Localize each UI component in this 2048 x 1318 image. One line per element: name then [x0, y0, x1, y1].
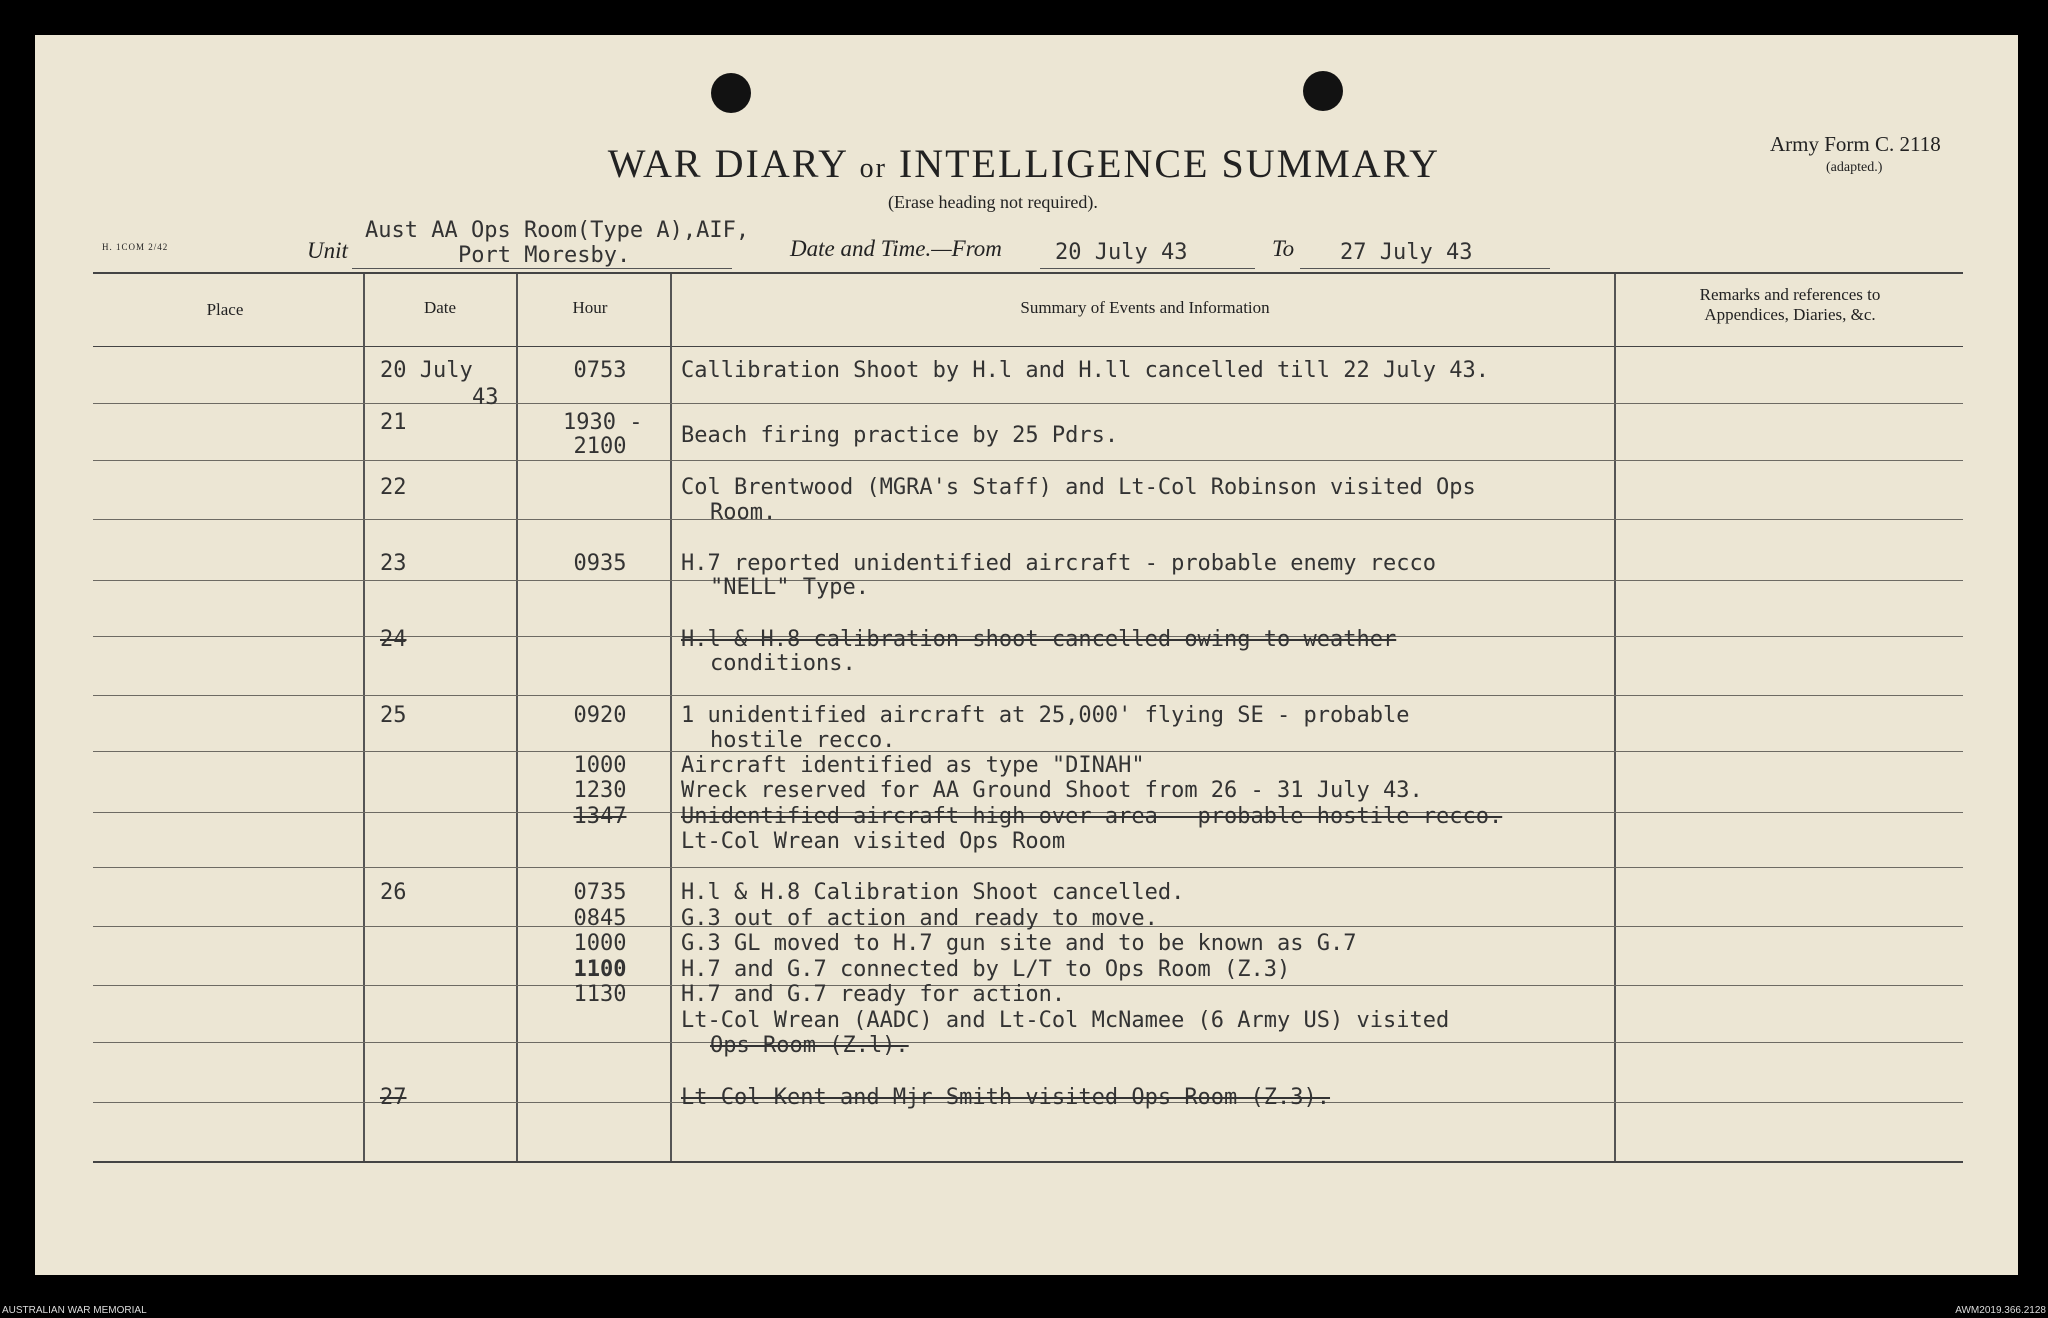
page-title: [0, 140, 1440, 187]
ruled-line: [93, 519, 1963, 520]
ruled-line: [93, 460, 1963, 461]
punch-hole-right: [1303, 71, 1343, 111]
entry-date: 22: [380, 475, 407, 500]
entry-date: 24: [380, 627, 407, 652]
entry-hour: 0935: [573, 551, 627, 576]
to-underline: [1300, 268, 1550, 269]
entry-hour: 0735: [573, 880, 627, 905]
table-bottom-rule: [93, 1161, 1963, 1163]
form-code: H. 1COM 2/42: [102, 242, 169, 252]
entry-summary: H.7 and G.7 ready for action.: [681, 982, 1066, 1007]
entry-date: 21: [380, 410, 407, 435]
entry-summary: Aircraft identified as type "DINAH": [681, 753, 1145, 778]
entry-summary: H.7 reported unidentified aircraft - probable enemy recco: [681, 551, 1436, 576]
entry-hour: 1347: [573, 804, 627, 829]
header-bottom-rule: [93, 346, 1963, 347]
column-divider-date: [363, 274, 365, 1161]
entry-hour: 0753: [573, 358, 627, 383]
entry-summary: Lt-Col Kent and Mjr Smith visited Ops Room (Z.3).: [681, 1085, 1331, 1110]
entry-summary: Beach firing practice by 25 Pdrs.: [681, 423, 1119, 448]
punch-hole-left: [711, 73, 751, 113]
ruled-line: [93, 580, 1963, 581]
entry-date: 25: [380, 703, 407, 728]
column-divider-hour: [516, 274, 518, 1161]
column-header-remarks-line1: Remarks and references to: [1699, 285, 1881, 304]
column-header-remarks-line2: Appendices, Diaries, &c.: [1704, 305, 1876, 324]
army-form-number: Army Form C. 2118: [1770, 132, 1941, 156]
entry-date: 27: [380, 1085, 407, 1110]
unit-line-2: Port Moresby.: [458, 243, 631, 268]
erase-note: (Erase heading not required).: [888, 192, 1098, 212]
entry-summary-cont: conditions.: [710, 651, 856, 676]
date-time-label: Date and Time.—From: [790, 236, 1002, 261]
entry-summary-cont: "NELL" Type.: [710, 575, 869, 600]
entry-hour: 1000: [573, 753, 627, 778]
unit-line-1: Aust AA Ops Room(Type A),AIF,: [365, 218, 750, 243]
entry-hour: 1100: [573, 957, 627, 982]
entry-hour: 0920: [573, 703, 627, 728]
entry-summary-cont: Ops Room (Z.l).: [710, 1033, 909, 1058]
entry-summary: Unidentified aircraft high over area - probable hostile recco.: [681, 804, 1503, 829]
entry-date: 23: [380, 551, 407, 576]
from-date: 20 July 43: [1055, 240, 1188, 265]
entry-hour: 1230: [573, 778, 627, 803]
entry-summary: H.l & H.8 calibration shoot cancelled owing to weather: [681, 627, 1397, 652]
entry-hour: 1000: [573, 931, 627, 956]
footer-accession: AWM2019.366.2128: [1955, 1305, 2046, 1316]
unit-underline: [352, 268, 732, 269]
from-underline: [1040, 268, 1255, 269]
entry-hour: 2100: [573, 434, 627, 459]
entry-summary-cont: hostile recco.: [710, 728, 896, 753]
title-or: or: [859, 153, 887, 184]
ruled-line: [93, 751, 1963, 752]
entry-summary: Callibration Shoot by H.l and H.ll cancelled till 22 July 43.: [681, 358, 1489, 383]
ruled-line: [93, 403, 1963, 404]
footer-credit: AUSTRALIAN WAR MEMORIAL: [2, 1305, 147, 1316]
entry-hour: 1130: [573, 982, 627, 1007]
entry-hour: 0845: [573, 906, 627, 931]
unit-label: Unit: [307, 238, 348, 263]
title-war-diary: WAR DIARY: [607, 141, 848, 186]
entry-date-year: 43: [472, 385, 499, 410]
to-label: To: [1272, 236, 1295, 261]
entry-summary: Lt-Col Wrean visited Ops Room: [681, 829, 1066, 854]
entry-summary: H.l & H.8 Calibration Shoot cancelled.: [681, 880, 1185, 905]
column-header-hour: Hour: [572, 298, 608, 317]
entry-summary: G.3 GL moved to H.7 gun site and to be known as G.7: [681, 931, 1357, 956]
column-header-date: Date: [423, 298, 457, 317]
ruled-line: [93, 1042, 1963, 1043]
entry-summary: Col Brentwood (MGRA's Staff) and Lt-Col Robinson visited Ops: [681, 475, 1476, 500]
entry-hour: 1930 -: [563, 410, 643, 435]
column-header-summary: Summary of Events and Information: [1020, 298, 1270, 317]
title-intelligence-summary: INTELLIGENCE SUMMARY: [898, 141, 1440, 186]
column-header-place: Place: [206, 300, 244, 319]
entry-summary: Wreck reserved for AA Ground Shoot from 26 - 31 July 43.: [681, 778, 1423, 803]
column-divider-remarks: [1614, 274, 1616, 1161]
to-date: 27 July 43: [1340, 240, 1473, 265]
ruled-line: [93, 867, 1963, 868]
ruled-line: [93, 695, 1963, 696]
entry-summary: Lt-Col Wrean (AADC) and Lt-Col McNamee (6 Army US) visited: [681, 1008, 1450, 1033]
column-divider-summary: [670, 274, 672, 1161]
entry-summary: 1 unidentified aircraft at 25,000' flying SE - probable: [681, 703, 1410, 728]
entry-summary: H.7 and G.7 connected by L/T to Ops Room (Z.3): [681, 957, 1291, 982]
entry-date: 26: [380, 880, 407, 905]
entry-date: 20 July: [380, 358, 473, 383]
entry-summary-cont: Room.: [710, 500, 777, 525]
army-form-adapted: (adapted.): [1826, 160, 1883, 175]
entry-summary: G.3 out of action and ready to move.: [681, 906, 1158, 931]
table-top-rule: [93, 272, 1963, 274]
